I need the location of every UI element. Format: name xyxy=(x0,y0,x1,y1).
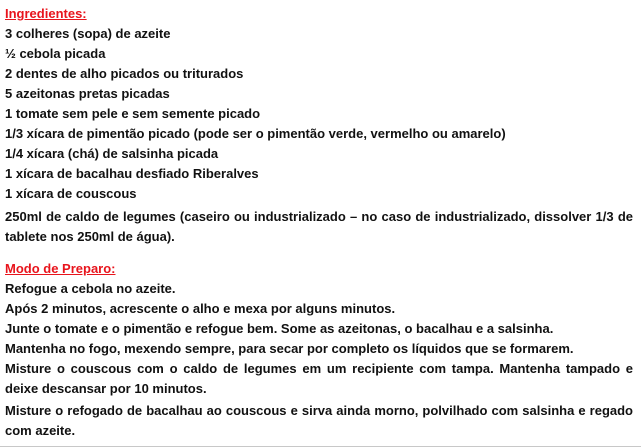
ingredient-item: 1 xícara de couscous xyxy=(5,186,137,201)
preparation-step: Misture o refogado de bacalhau ao couscous e sirva ainda morno, polvilhado com salsinha e regado com azeite. xyxy=(5,403,633,438)
ingredient-item: 250ml de caldo de legumes (caseiro ou industrializado – no caso de industrializado, dissolver 1/3 de tablete nos 250ml de água). xyxy=(5,209,633,244)
preparation-step: Junte o tomate e o pimentão e refogue bem. Some as azeitonas, o bacalhau e a salsinha. xyxy=(5,321,554,336)
section-spacer xyxy=(5,247,636,259)
ingredient-item: 5 azeitonas pretas picadas xyxy=(5,86,170,101)
ingredient-item: 1/3 xícara de pimentão picado (pode ser o pimentão verde, vermelho ou amarelo) xyxy=(5,126,506,141)
ingredient-item: 1 xícara de bacalhau desfiado Riberalves xyxy=(5,166,259,181)
ingredient-item: 1 tomate sem pele e sem semente picado xyxy=(5,106,261,121)
ingredient-item: 2 dentes de alho picados ou triturados xyxy=(5,66,244,81)
ingredient-item: 1/4 xícara (chá) de salsinha picada xyxy=(5,146,219,161)
ingredient-item: 3 colheres (sopa) de azeite xyxy=(5,26,171,41)
ingredients-heading: Ingredientes: xyxy=(5,6,87,21)
ingredient-item: ½ cebola picada xyxy=(5,46,106,61)
preparation-step: Mantenha no fogo, mexendo sempre, para secar por completo os líquidos que se formarem. xyxy=(5,341,574,356)
preparation-step: Após 2 minutos, acrescente o alho e mexa por alguns minutos. xyxy=(5,301,396,316)
preparation-step: Misture o couscous com o caldo de legumes em um recipiente com tampa. Mantenha tampado e deixe descansar por 10 minutos. xyxy=(5,361,633,396)
preparation-heading: Modo de Preparo: xyxy=(5,261,116,276)
preparation-step: Refogue a cebola no azeite. xyxy=(5,281,176,296)
